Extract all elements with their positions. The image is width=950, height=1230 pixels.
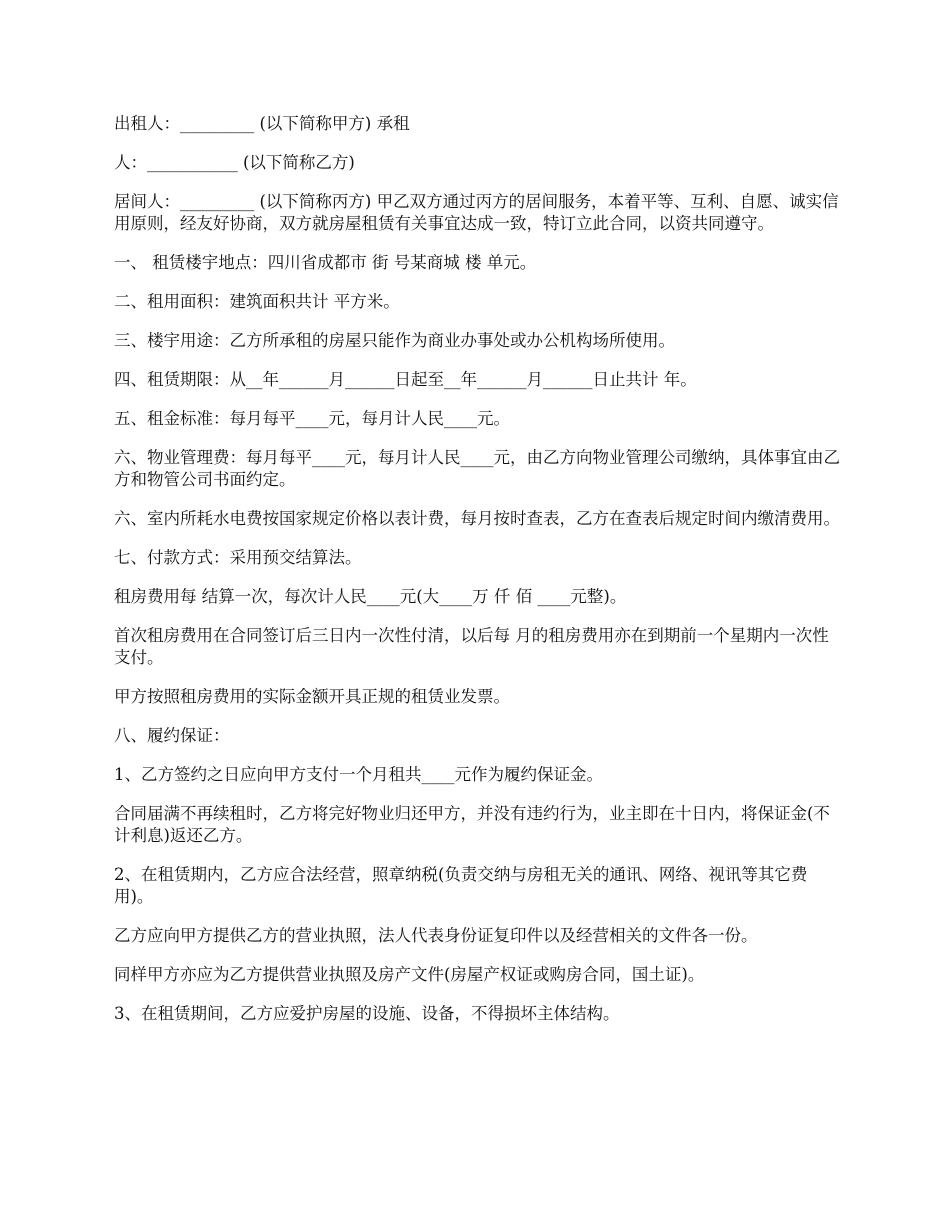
paragraph-lessee: 人：___________ (以下简称乙方) xyxy=(114,153,355,172)
paragraph-lessor: 出租人：_________ (以下简称甲方) 承租 xyxy=(114,114,410,133)
paragraph-clause-property-fee: 六、物业管理费：每月每平____元，每月计人民____元，由乙方向物业管理公司缴纳，具体事宜由乙方和物管公司书面约定。 xyxy=(114,448,840,489)
paragraph-deposit-return: 合同届满不再续租时，乙方将完好物业归还甲方，并没有违约行为，业主即在十日内，将保证金(不计利息)返还乙方。 xyxy=(114,804,830,845)
paragraph-clause-guarantee: 八、履约保证： xyxy=(114,726,230,745)
paragraph-legal-operation: 2、在租赁期内，乙方应合法经营，照章纳税(负责交纳与房租无关的通讯、网络、视讯等其它费用)。 xyxy=(114,865,808,906)
paragraph-clause-location: 一、 租赁楼宇地点：四川省成都市 街 号某商城 楼 单元。 xyxy=(114,253,537,272)
paragraph-invoice: 甲方按照租房费用的实际金额开具正规的租赁业发票。 xyxy=(114,687,510,706)
document-body xyxy=(114,113,844,1042)
paragraph-clause-area: 二、租用面积：建筑面积共计 平方米。 xyxy=(114,292,400,311)
paragraph-payment-cycle: 租房费用每 结算一次，每次计人民____元(大____万 仟 佰 ____元整)。 xyxy=(114,587,627,606)
paragraph-first-payment: 首次租房费用在合同签订后三日内一次性付清，以后每 月的租房费用亦在到期前一个星期内一次性支付。 xyxy=(114,626,829,667)
paragraph-clause-rent: 五、租金标准：每月每平____元，每月计人民____元。 xyxy=(114,409,510,428)
paragraph-lessee-documents: 乙方应向甲方提供乙方的营业执照，法人代表身份证复印件以及经营相关的文件各一份。 xyxy=(114,926,758,945)
paragraph-clause-payment: 七、付款方式：采用预交结算法。 xyxy=(114,548,362,567)
paragraph-clause-utilities: 六、室内所耗水电费按国家规定价格以表计费，每月按时查表，乙方在查表后规定时间内缴清费用。 xyxy=(114,509,840,528)
paragraph-intermediary: 居间人：_________ (以下简称丙方) 甲乙双方通过丙方的居间服务，本着平等、互利、自愿、诚实信用原则，经友好协商，双方就房屋租赁有关事宜达成一致，特订立此合同，以资共同遵守。 xyxy=(114,192,839,233)
paragraph-maintenance: 3、在租赁期间，乙方应爱护房屋的设施、设备，不得损坏主体结构。 xyxy=(114,1004,620,1023)
paragraph-deposit: 1、乙方签约之日应向甲方支付一个月租共____元作为履约保证金。 xyxy=(114,765,603,784)
paragraph-clause-term: 四、租赁期限：从__年______月______日起至__年______月______日止共计 年。 xyxy=(114,370,697,389)
paragraph-lessor-documents: 同样甲方亦应为乙方提供营业执照及房产文件(房屋产权证或购房合同，国土证)。 xyxy=(114,965,705,984)
paragraph-clause-usage: 三、楼宇用途：乙方所承租的房屋只能作为商业办事处或办公机构场所使用。 xyxy=(114,331,675,350)
